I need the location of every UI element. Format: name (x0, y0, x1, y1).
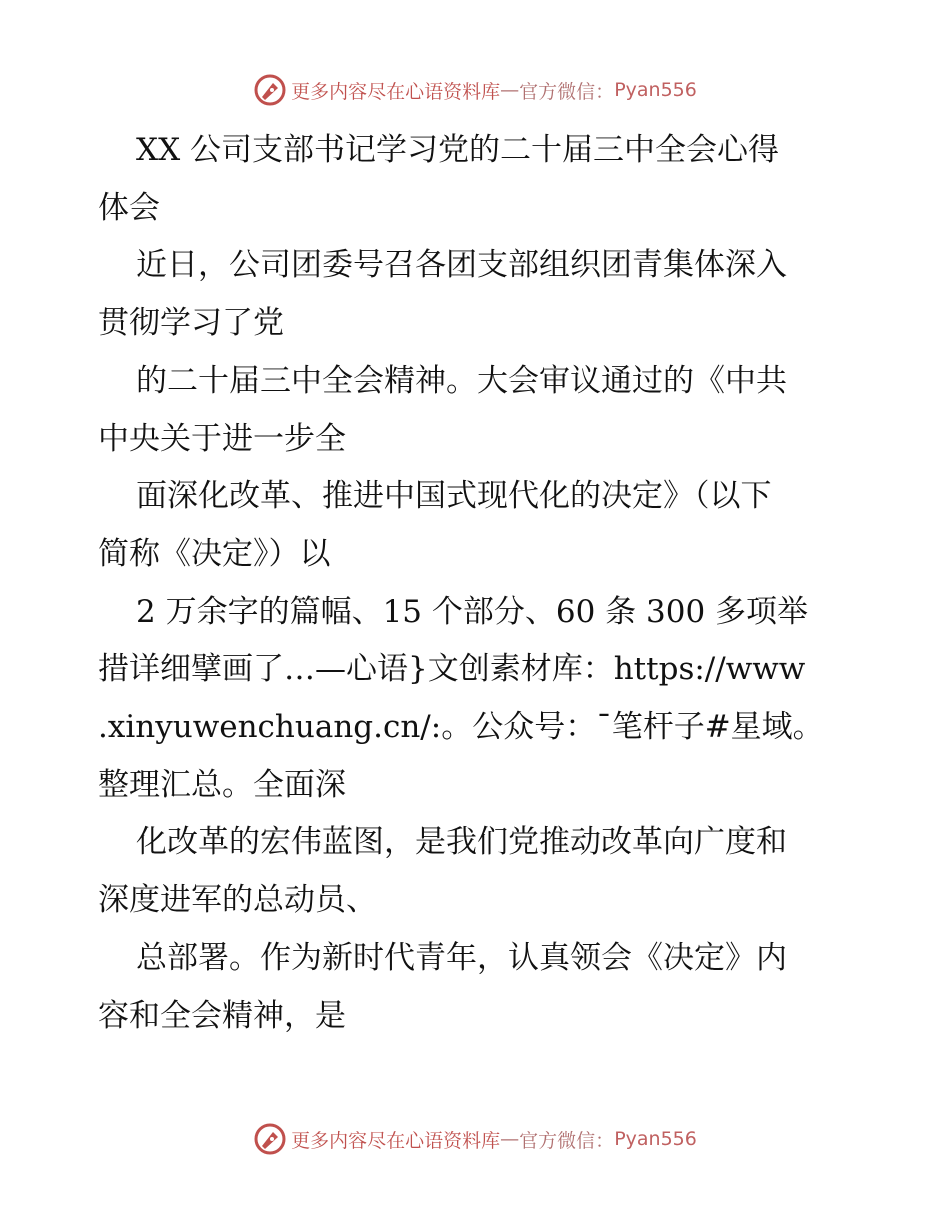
banner-dash: — (500, 79, 520, 101)
paragraph-line: 贯彻学习了党 (98, 305, 284, 342)
banner-wechat-id: Pyan556 (614, 1128, 697, 1150)
paragraph-line: 整理汇总。全面深 (98, 766, 346, 803)
banner-official-label: 官方微信： (519, 1129, 615, 1152)
paragraph-line: 中央关于进一步全 (98, 420, 346, 457)
footer-banner (0, 1119, 950, 1159)
pen-nib-logo-icon (253, 73, 287, 107)
pen-nib-logo-icon (253, 1122, 287, 1156)
paragraph-line: 化改革的宏伟蓝图，是我们党推动改革向广度和 (136, 824, 787, 861)
paragraph-line: 简称《决定》）以 (98, 535, 331, 572)
header-banner (0, 70, 950, 110)
paragraph-line: .xinyuwenchuang.cn/:。公众号：¯笔杆子#星域。 (98, 709, 824, 746)
paragraph-line: 的二十届三中全会精神。大会审议通过的《中共 (136, 362, 787, 399)
paragraph-line: 面深化改革、推进中国式现代化的决定》（以下 (136, 478, 772, 515)
document-body (98, 122, 858, 1045)
banner-dash: — (500, 1128, 520, 1150)
document-title-line-1: XX 公司支部书记学习党的二十届三中全会心得 (136, 132, 779, 168)
banner-text: 更多内容尽在心语资料库 (291, 80, 501, 103)
paragraph-line: 2 万余字的篇幅、15 个部分、60 条 300 多项举 (136, 593, 809, 630)
paragraph-line: 深度进军的总动员、 (98, 882, 377, 919)
banner-text: 更多内容尽在心语资料库 (291, 1129, 501, 1152)
banner-wechat-id: Pyan556 (614, 79, 697, 101)
paragraph-line: 措详细擘画了…—心语}文创素材库：https://www (98, 651, 806, 688)
paragraph-line: 容和全会精神，是 (98, 997, 346, 1034)
paragraph-line: 总部署。作为新时代青年，认真领会《决定》内 (136, 939, 787, 976)
paragraph-line: 近日，公司团委号召各团支部组织团青集体深入 (136, 247, 787, 284)
banner-official-label: 官方微信： (519, 80, 615, 103)
document-title-line-2: 体会 (98, 189, 160, 226)
